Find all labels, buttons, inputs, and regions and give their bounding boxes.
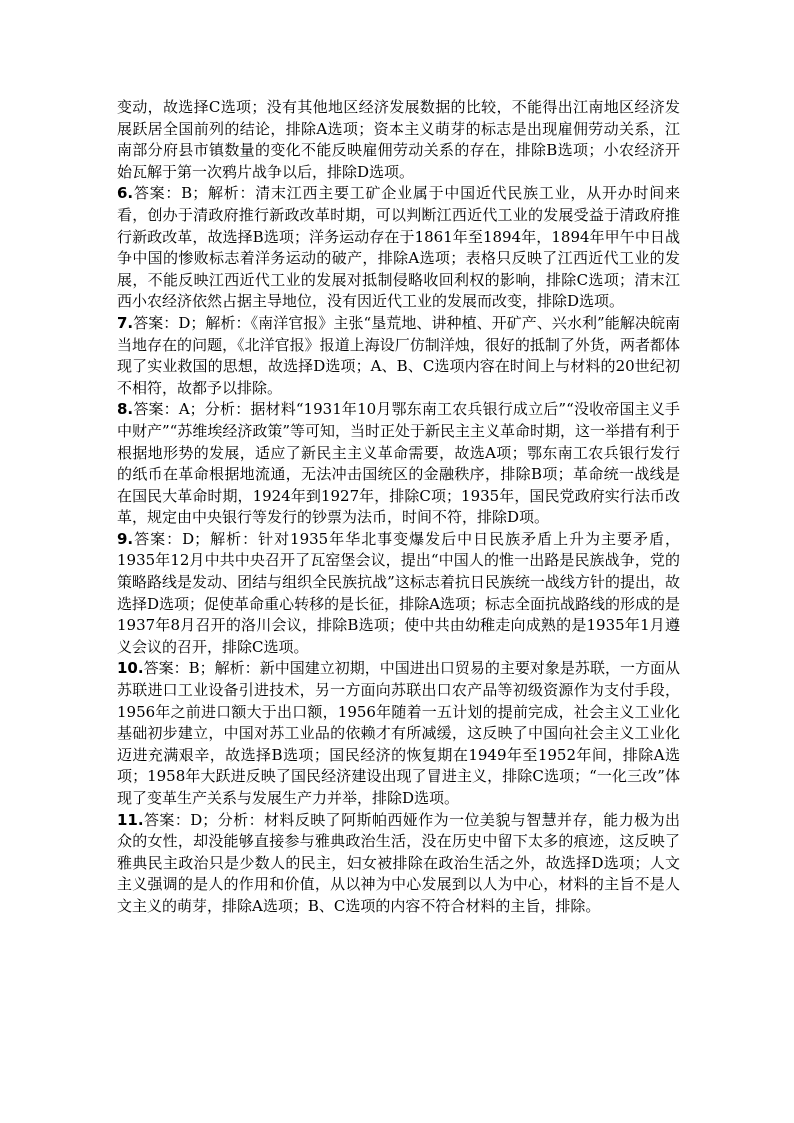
- answer-number: 6.: [117, 184, 134, 203]
- answer-number: 10.: [117, 659, 144, 678]
- answer-10: [117, 658, 680, 809]
- answer-text: 答案：B；解析：清末江西主要工矿企业属于中国近代民族工业，从开办时间来看，创办于清政府推行新政改革时期，可以判断江西近代工业的发展受益于清政府推行新政改革，故选择B选项；洋务运动存在于1861年至1894年，1894年甲午中日战争中国的惨败标志着洋务运动的破产，排除A选项；表格只反映了江西近代工业的发展，不能反映江西近代工业的发展对抵制侵略收回利权的影响，排除C选项；清末江西小农经济依然占据主导地位，没有因近代工业的发展而改变，排除D选项。: [117, 184, 680, 311]
- answer-9: [117, 529, 680, 659]
- answer-text: 变动，故选择C选项；没有其他地区经济发展数据的比较，不能得出江南地区经济发展跃居全国前列的结论，排除A选项；资本主义萌芽的标志是出现雇佣劳动关系，江南部分府县市镇数量的变化不能反映雇佣劳动关系的存在，排除B选项；小农经济开始瓦解于第一次鸦片战争以后，排除D选项。: [117, 98, 680, 181]
- answer-7: [117, 313, 680, 399]
- answer-text: 答案：B；解析：新中国建立初期，中国进出口贸易的主要对象是苏联，一方面从苏联进口工业设备引进技术，另一方面向苏联出口农产品等初级资源作为支付手段，1956年之前进口额大于出口额，1956年随着一五计划的提前完成，社会主义工业化基础初步建立，中国对苏工业品的依赖才有所减缓，这反映了中国向社会主义工业化迈进充满艰辛，故选择B选项；国民经济的恢复期在1949年至1952年间，排除A选项；1958年大跃进反映了国民经济建设出现了冒进主义，排除C选项；“一化三改”体现了变革生产关系与发展生产力并举，排除D选项。: [117, 659, 680, 807]
- answer-text: 答案：D；解析：《南洋官报》主张“垦荒地、讲种植、开矿产、兴水利”能解决皖南当地存在的问题，《北洋官报》报道上海设厂仿制洋烛，很好的抵制了外货，两者都体现了实业救国的思想，故选择D选项；A、B、C选项内容在时间上与材料的20世纪初不相符，故都予以排除。: [117, 313, 680, 397]
- answer-document: [117, 97, 680, 918]
- answer-number: 8.: [117, 400, 134, 419]
- answer-text: 答案：D；解析：针对1935年华北事变爆发后中日民族矛盾上升为主要矛盾，1935年12月中共中央召开了瓦窑堡会议，提出“中国人的惟一出路是民族战争，党的策略路线是发动、团结与组织全民族抗战”这标志着抗日民族统一战线方针的提出，故选择D选项；促使革命重心转移的是长征，排除A选项；标志全面抗战路线的形成的是1937年8月召开的洛川会议，排除B选项；使中共由幼稚走向成熟的是1935年1月遵义会议的召开，排除C选项。: [117, 529, 680, 656]
- answer-number: 7.: [117, 313, 134, 332]
- answer-8: [117, 399, 680, 529]
- answer-11: [117, 810, 680, 918]
- answer-number: 9.: [117, 529, 134, 548]
- answer-text: 答案：A；分析：据材料“1931年10月鄂东南工农兵银行成立后”“没收帝国主义手中财产”“苏维埃经济政策”等可知，当时正处于新民主主义革命时期，这一举措有利于根据地形势的发展，适应了新民主主义革命需要，故选A项；鄂东南工农兵银行发行的纸币在革命根据地流通，无法冲击国统区的金融秩序，排除B项；革命统一战线是在国民大革命时期，1924年到1927年，排除C项；1935年，国民党政府实行法币改革，规定由中央银行等发行的钞票为法币，时间不符，排除D项。: [117, 400, 681, 527]
- answer-6: [117, 183, 680, 313]
- answer-number: 11.: [117, 810, 144, 829]
- answer-text: 答案：D；分析：材料反映了阿斯帕西娅作为一位美貌与智慧并存，能力极为出众的女性，却没能够直接参与雅典政治生活，没在历史中留下太多的痕迹，这反映了雅典民主政治只是少数人的民主，妇女被排除在政治生活之外，故选择D选项；人文主义强调的是人的作用和价值，从以神为中心发展到以人为中心，材料的主旨不是人文主义的萌芽，排除A选项；B、C选项的内容不符合材料的主旨，排除。: [117, 810, 680, 915]
- answer-5-continuation: [117, 97, 680, 183]
